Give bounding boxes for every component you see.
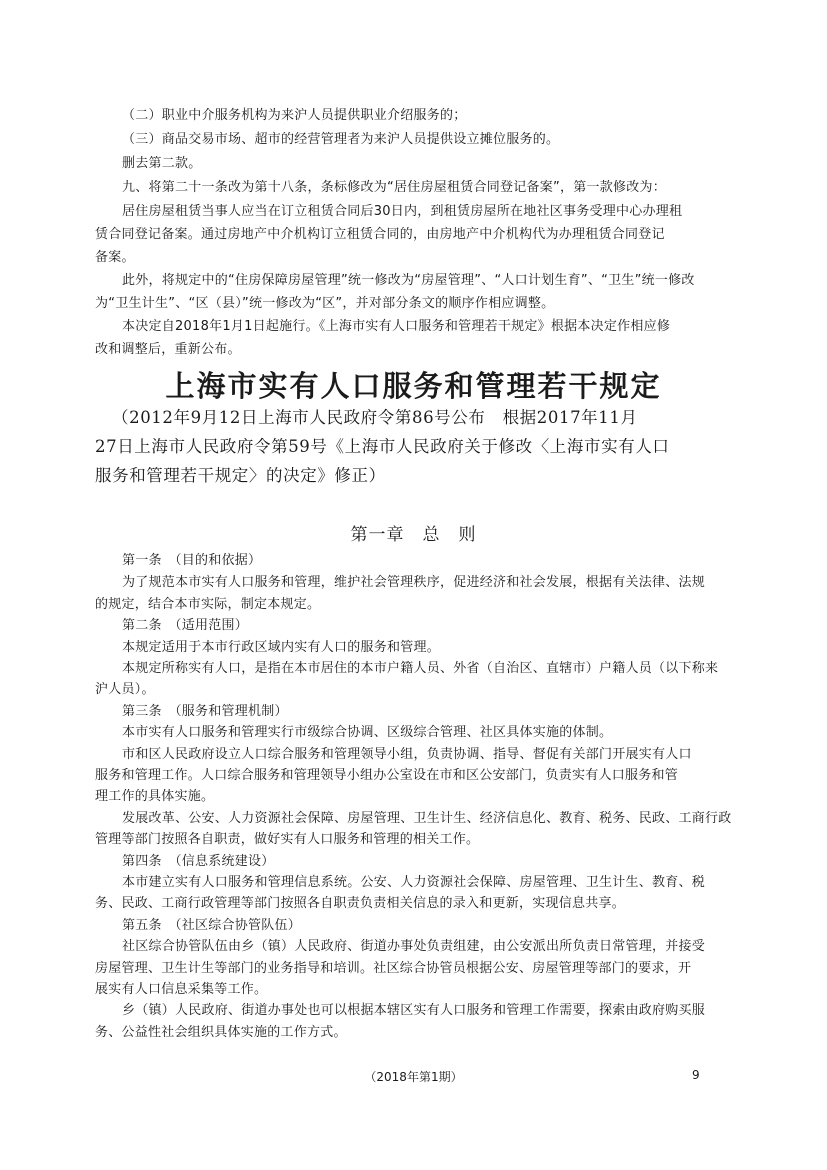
paragraph-line: 房屋管理、卫生计生等部门的业务指导和培训。社区综合协管员根据公安、房屋管理等部门的要求，开 [95, 960, 692, 976]
paragraph-line: 为了规范本市实有人口服务和管理，维护社会管理秩序，促进经济和社会发展，根据有关法律、法规 [122, 575, 706, 591]
paragraph-line: 本决定自2018年1月1日起施行。《上海市实有人口服务和管理若干规定》根据本决定作相应修 [122, 319, 671, 334]
paragraph-line: （二）职业中介服务机构为来沪人员提供职业介绍服务的； [122, 108, 467, 123]
issue-footer: （2018年第1期） [364, 1070, 463, 1084]
promulgation-line: （2012年9月12日上海市人民政府令第86号公布 根据2017年11月 [112, 408, 638, 427]
paragraph-line: 社区综合协管队伍由乡（镇）人民政府、街道办事处负责组建，由公安派出所负责日常管理，并接受 [122, 939, 706, 955]
paragraph-line: 为“卫生计生”、“区（县）”统一修改为“区”，并对部分条文的顺序作相应调整。 [95, 296, 555, 311]
paragraph-line: 备案。 [95, 250, 135, 265]
paragraph-line: 的规定，结合本市实际，制定本规定。 [95, 596, 321, 612]
paragraph-line: 展实有人口信息采集等工作。 [95, 982, 268, 997]
paragraph-line: 删去第二款。 [122, 156, 202, 171]
paragraph-line: 理工作的具体实施。 [95, 789, 215, 805]
paragraph-line: 管理等部门按照各自职责，做好实有人口服务和管理的相关工作。 [95, 832, 480, 848]
paragraph-line: 服务和管理工作。人口综合服务和管理领导小组办公室设在市和区公安部门，负责实有人口服务和管 [95, 768, 679, 783]
paragraph-line: 乡（镇）人民政府、街道办事处也可以根据本辖区实有人口服务和管理工作需要，探索由政府购买服 [122, 1003, 706, 1019]
page-number: 9 [692, 1068, 700, 1082]
paragraph-line: 改和调整后，重新公布。 [95, 342, 241, 357]
paragraph-line: 务、民政、工商行政管理等部门按照各自职责负责相关信息的录入和更新，实现信息共享。 [95, 896, 626, 912]
paragraph-line: 本规定所称实有人口，是指在本市居住的本市户籍人员、外省（自治区、直辖市）户籍人员（以下称来 [122, 661, 719, 676]
paragraph-line: 市和区人民政府设立人口综合服务和管理领导小组，负责协调、指导、督促有关部门开展实有人口 [122, 746, 692, 762]
article-heading: 第三条 （服务和管理机制） [122, 703, 288, 719]
article-heading: 第四条 （信息系统建设） [122, 853, 275, 869]
promulgation-line: 27日上海市人民政府令第59号《上海市人民政府关于修改〈上海市实有人口 [95, 437, 670, 456]
document-title: 上海市实有人口服务和管理若干规定 [165, 369, 662, 403]
chapter-title: 第一章 总 则 [350, 525, 477, 545]
paragraph-line: （三）商品交易市场、超市的经营管理者为来沪人员提供设立摊位服务的。 [122, 132, 560, 147]
paragraph-line: 务、公益性社会组织具体实施的工作方式。 [95, 1024, 347, 1040]
paragraph-line: 沪人员）。 [95, 682, 155, 698]
paragraph-line: 本规定适用于本市行政区域内实有人口的服务和管理。 [122, 639, 441, 655]
paragraph-line: 九、将第二十一条改为第十八条，条标修改为“居住房屋租赁合同登记备案”，第一款修改为： [122, 180, 666, 195]
article-heading: 第五条 （社区综合协管队伍） [122, 917, 302, 933]
paragraph-line: 此外，将规定中的“住房保障房屋管理”统一修改为“房屋管理”、“人口计划生育”、“卫生”统一修改 [122, 273, 695, 288]
paragraph-line: 居住房屋租赁当事人应当在订立租赁合同后30日内，到租赁房屋所在地社区事务受理中心办理租 [122, 204, 683, 219]
paragraph-line: 本市实有人口服务和管理实行市级综合协调、区级综合管理、社区具体实施的体制。 [122, 725, 613, 741]
promulgation-line: 服务和管理若干规定〉的决定》修正） [95, 466, 386, 485]
paragraph-line: 本市建立实有人口服务和管理信息系统。公安、人力资源社会保障、房屋管理、卫生计生、教育、税 [122, 875, 706, 890]
paragraph-line: 发展改革、公安、人力资源社会保障、房屋管理、卫生计生、经济信息化、教育、税务、民政、工商行政 [122, 810, 732, 826]
paragraph-line: 赁合同登记备案。通过房地产中介机构订立租赁合同的，由房地产中介机构代为办理租赁合同登记 [95, 227, 665, 242]
article-heading: 第二条 （适用范围） [122, 618, 249, 634]
article-heading: 第一条 （目的和依据） [122, 553, 262, 568]
